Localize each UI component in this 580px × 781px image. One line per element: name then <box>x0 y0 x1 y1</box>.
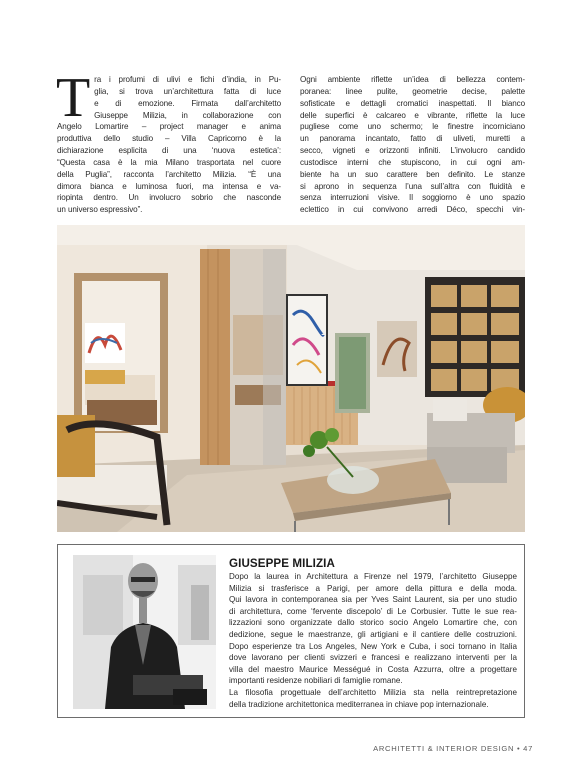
article-line: Giuseppe Milizia, in collaborazione con <box>94 110 281 120</box>
bio-line: villa del maestro Maurice Mességué in Costa Azzurra, oltre a progettare <box>229 664 517 674</box>
article-left-lines <box>56 67 281 216</box>
bio-line: della tradizione architettonica mediterranea in chiave pop internazionale. <box>229 699 489 709</box>
article-right-lines <box>300 74 525 216</box>
bio-line: Milizia si trasferisce a Parigi, per amore della pittura e della moda. <box>229 583 517 593</box>
bio-line: Qui lavora in contemporanea sia per Yves Saint Laurent, sia per uno studio <box>229 595 517 605</box>
bio-line: Dopo la laurea in Architettura a Firenze nel 1979, l’architetto Giuseppe <box>229 572 517 581</box>
bio-title: GIUSEPPE MILIZIA <box>229 557 335 570</box>
article-line: delle superfici è calcareo e vibrante, riflette la luce <box>300 110 525 120</box>
article-line: dichiarazione esplicita di una ‘nuova estetica’: <box>57 146 281 156</box>
article-line: Angelo Lomartire – project manager e anima <box>57 122 281 132</box>
architect-bio-box <box>57 544 525 718</box>
drop-cap: T <box>56 67 91 129</box>
article-line: poranea: linee pulite, geometrie decise, palette <box>300 86 525 96</box>
article-line: glia, si trova un’architettura fatta di luce <box>94 86 281 96</box>
article-line: secco, vigneti e orizzonti infiniti. L’involucro candido <box>300 146 525 156</box>
article-line: dimora bianca e luminosa fuori, ma intensa e va- <box>57 181 281 191</box>
article-line: si aprono in sequenza l’una sull’altra con fluidità e <box>300 181 525 191</box>
bio-text <box>229 571 517 710</box>
article-line: un universo espressivo”. <box>57 205 143 215</box>
bio-line: lizzazioni sono organizzate dallo storico socio Angelo Lomartire che, con <box>229 618 517 628</box>
article-line: senza interruzioni visive. Il soggiorno è uno spazio <box>300 193 525 203</box>
bio-line: dove lavorano per clienti svizzeri e francesi e realizzano interventi per la <box>229 653 517 663</box>
bio-line: La filosofia progettuale dell’architetto Milizia sta nella reintrepretazione <box>229 687 517 697</box>
article-line: Ogni ambiente riflette un’idea di bellezza contem- <box>300 75 525 84</box>
article-line: riopinta dentro. Un involucro sobrio che nasconde <box>57 193 281 203</box>
architect-portrait-photo <box>73 555 216 709</box>
article-line: un panorama incantato, fatto di uliveti, muretti a <box>300 134 525 144</box>
living-room-illustration <box>57 225 525 532</box>
article-line: “Questa casa è la mia Milano trasportata nel cuore <box>57 157 281 167</box>
bio-line: dedizione, segue le maestranze, gli artigiani e il cantiere delle costruzioni. <box>229 629 517 639</box>
article-line: sofisticate e dettagli cromatici inaspettati. Il bianco <box>300 98 525 108</box>
article-line: pugliese come uno schermo; le finestre incorniciano <box>300 122 525 132</box>
article-line: ra i profumi di ulivi e fichi d’india, in Pu- <box>94 75 281 84</box>
article-column-right <box>300 74 525 216</box>
page-footer: ARCHITETTI & INTERIOR DESIGN • 47 <box>373 744 533 753</box>
article-line: della Puglia”, racconta l’architetto Milizia. “È una <box>57 169 281 179</box>
living-room-photo <box>57 225 525 532</box>
article-line: eclettico in cui convivono arredi Déco, specchi vin- <box>300 205 525 215</box>
bio-line: Dopo esperienze tra Los Angeles, New York e Cuba, i soci tornano in Italia <box>229 641 517 651</box>
article-line: biente ha un suo carattere ben definito. Le stanze <box>300 169 525 179</box>
article-column-left <box>56 67 281 216</box>
portrait-illustration <box>73 555 216 709</box>
bio-line: di architettura, come ‘fervente discepolo’ di Le Corbusier. Tutte le sue rea- <box>229 606 517 616</box>
article-line: e di emozione. Firmata dall’architetto <box>94 98 281 108</box>
bio-line: importanti residenze nobiliari di famiglie romane. <box>229 676 403 686</box>
article-line: custodisce interni che stupiscono, in cui ogni am- <box>300 157 525 167</box>
article-line: produttiva dello studio – Villa Capricorno è la <box>57 134 281 144</box>
